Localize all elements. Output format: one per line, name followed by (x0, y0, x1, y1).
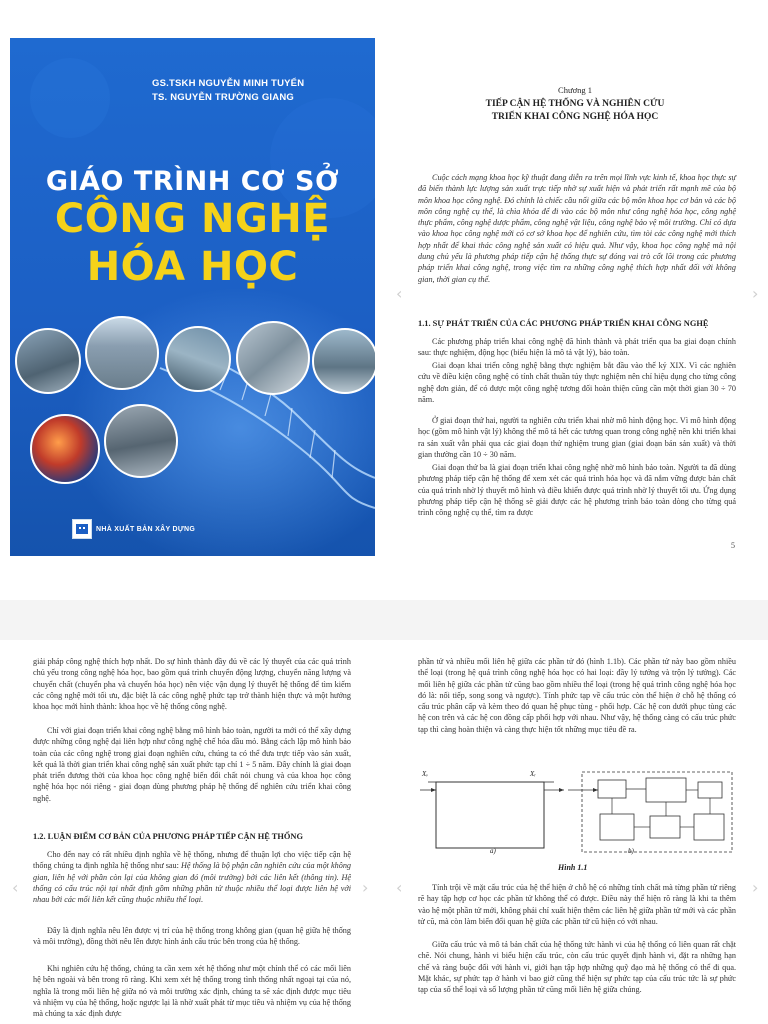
cover-title-line3: HÓA HỌC (86, 244, 299, 290)
next-page-arrow-icon[interactable]: › (752, 284, 759, 303)
paragraph: giải pháp công nghệ thích hợp nhất. Do sự hình thành đầy đủ về các lý thuyết của các quá trình chủ yếu trong công nghệ hóa học, bao gồm quá trình chuyển động lượng, chuyển năng lượng và chuyển chất (chuyển pha và chuyển hóa học) nên việc vận dụng lý thuyết hệ thống để tìm kiếm các công nghệ mới tối ưu, đặc biệt là các công nghệ phức tạp trở thành hiện thực và một hướng khoa học mới hình thành: khoa học về hệ thống công nghệ. (33, 657, 351, 712)
section-heading-1-1: 1.1. SỰ PHÁT TRIỂN CỦA CÁC PHƯƠNG PHÁP TRIỂN KHAI CÔNG NGHỆ (418, 319, 709, 328)
paragraph: Ở giai đoạn thứ hai, người ta nghiên cứu triển khai nhờ mô hình động học. Vì mô hình động học (gồm mô hình vật lý) không thể mô tả hết các tương quan trong công nghệ nên khi triển khai ra sản xuất vẫn phải qua các giai đoạn thử nghiệm trung gian (giai đoạn bán sản xuất) và thời gian thường cần 10 ÷ 30 năm. (418, 416, 736, 459)
author-1: GS.TSKH NGUYỄN MINH TUYỂN (152, 78, 305, 89)
book-cover (10, 38, 375, 556)
paragraph: Chỉ với giai đoạn triển khai công nghệ bằng mô hình bảo toàn, người ta mới có thể xây dựng được những công nghệ đại liên hợp như công nghệ chế hóa dầu mỏ. Bằng cách lập mô hình bảo toàn của các công nghệ trong giai đoạn nghiên cứu, chúng ta có thể đưa trực tiếp vào sản xuất, kết quả là thời gian triển khai công nghệ sản xuất phức tạp chỉ 1 ÷ 5 năm. Đây chính là giai đoạn phát triển đương thời của khoa học công nghệ biến đổi chất nói chung và của khoa học công nghệ hóa học nói riêng - giai đoạn dùng phương pháp hệ thống để nghiên cứu triển khai công nghệ. (33, 726, 351, 803)
cover-photo-7 (104, 404, 178, 478)
cover-photo-2 (85, 316, 159, 390)
section-heading-1-2: 1.2. LUẬN ĐIỂM CƠ BẢN CỦA PHƯƠNG PHÁP TIẾP CẬN HỆ THỐNG (33, 832, 303, 841)
prev-page-arrow-icon[interactable]: ‹ (396, 878, 403, 897)
paragraph-normal: Cho đến nay có rất nhiều định nghĩa về hệ thống, nhưng để thuận lợi cho việc tiếp cận hệ thống chúng ta định nghĩa hệ thống như sau: (33, 850, 351, 871)
paragraph: Tính trội về mặt cấu trúc của hệ thể hiện ở chỗ hệ có những tính chất mà từng phần tử riêng rẽ hay tập hợp cơ học các phần tử không thể có được. Điều này thể hiện rõ ràng là khi ta thêm vào hệ một phần tử mới, không phải chỉ xuất hiện thêm các liên hệ giữa phần tử mới và các phần tử cũ, mà còn làm biến đổi quan hệ giữa các phần tử cũ hiện có với nhau. (418, 883, 736, 926)
next-page-arrow-icon[interactable]: › (752, 878, 759, 897)
publisher-logo (72, 519, 92, 539)
paragraph: Các phương pháp triển khai công nghệ đã hình thành và phát triển qua ba giai đoạn chính sau: thực nghiệm, động học (biểu hiện là mô tả vật lý), bảo toàn. (418, 337, 736, 358)
chapter-label: Chương 1 (558, 85, 592, 95)
paragraph: phần tử và nhiều mối liên hệ giữa các phần tử đó (hình 1.1b). Các phần tử này bao gồm nhiều thể loại (trong hệ quá trình công nghệ hóa học có hai loại: đầy lý tưởng và trộn lý tưởng). Các mối liên hệ giữa các phần tử cũng bao gồm nhiều thể loại (trong hệ quá trình công nghệ hóa học đó là: nối tiếp, song song và ngược). Tính phức tạp về cấu trúc còn thể hiện ở chỗ hệ thống có cấu trúc phân cấp và kèm theo đó quan hệ phục tùng - phối hợp. Các hệ con dưới phục tùng các hệ con trên và các hệ con đồng cấp phối hợp với nhau. Như vậy, hệ thống càng có cấu trúc phức tạp thì càng hoàn thiện và càng thực hiện tốt những mục tiêu đề ra. (418, 657, 736, 734)
figure-input-label: Xᵥ (422, 770, 429, 778)
author-2: TS. NGUYỄN TRƯỜNG GIANG (152, 92, 294, 103)
figure-a-system-box (436, 782, 544, 848)
cover-photo-4 (236, 321, 310, 395)
figure-caption: Hình 1.1 (558, 863, 588, 872)
cover-photo-3 (165, 326, 231, 392)
cover-photo-1 (15, 328, 81, 394)
prev-page-arrow-icon[interactable]: ‹ (12, 878, 19, 897)
figure-sub-b: b) (628, 847, 634, 855)
chapter-intro: Cuộc cách mạng khoa học kỹ thuật đang diễn ra trên mọi lĩnh vực kinh tế, khoa học thực sự đã biến thành lực lượng sản xuất trực tiếp nhờ sự xuất hiện và phát triển rất mạnh mẽ của bộ môn khoa học công nghệ. Đó chính là chiếc cầu nối giữa các bộ môn khoa học cơ bản và các bộ môn công nghệ cụ thể, là chìa khóa để đi vào các bộ môn như công nghệ hóa học, công nghệ thực phẩm, công nghệ dược phẩm, công nghệ vật liệu, công nghệ bảo vệ môi trường. Chỉ có dựa vào khoa học công nghệ mới có cơ sở khoa học để nghiên cứu, tìm tòi các công nghệ mới thích hợp nhất để khai thác công nghệ sản xuất có hiệu quả. Như vậy, khoa học công nghệ mà nội dung chủ yếu là phương pháp tiếp cận hệ thống thực sự đóng vai trò cốt lõi trong các phương pháp triển khai công nghệ, trong việc tìm ra những công nghệ thích hợp nhất đối với không gian, thời gian cụ thể. (418, 173, 736, 284)
cover-photo-5 (312, 328, 375, 394)
prev-page-arrow-icon[interactable]: ‹ (396, 284, 403, 303)
paragraph: Giai đoạn khai triển công nghệ bằng thực nghiệm bắt đầu vào thế kỷ XIX. Vì các nghiên cứu về điều kiện công nghệ có tính chất thuần túy thực nghiệm nên chỉ hiệu dụng cho từng công nghệ đơn giản, để có được một công nghệ tương đối hoàn thiện cũng cần một thời gian 30 ÷ 70 năm. (418, 361, 736, 404)
publisher-name: NHÀ XUẤT BẢN XÂY DỰNG (96, 526, 196, 533)
publisher-logo-icon (73, 520, 91, 538)
paragraph: Khi nghiên cứu hệ thống, chúng ta cần xem xét hệ thống như một chỉnh thể có các mối liên hệ bên ngoài và bên trong rõ ràng. Khi xem xét hệ thống trong tình thống nhất ngoại tại của nó, nghĩa là trong mối liên hệ giữa nó và môi trường xác định, chúng ta sẽ xác định được mục tiêu và nhiệm vụ của hệ thống, hoặc ngược lại là nhờ xuất phát từ mục tiêu và nhiệm vụ của hệ thống mà chúng ta xác định được (33, 964, 351, 1019)
cover-title-line1: GIÁO TRÌNH CƠ SỞ (45, 166, 340, 197)
cover-photo-6 (30, 414, 100, 484)
cover-title-line2: CÔNG NGHỆ (54, 196, 331, 242)
paragraph: Giữa cấu trúc và mô tả bản chất của hệ thống tức hành vi của hệ thống có liên quan rất chặt chẽ. Nói chung, hành vi biểu hiện cấu trúc, còn cấu trúc quyết định hành vi, đặt ra những hạn chế và ràng buộc đối với hành vi, giới hạn tập hợp những quỹ đạo mà hệ thống có thể đi qua. Mặt khác, sự phức tạp ở hành vi bao giờ cũng thể hiện sự phức tạp của cấu trúc tức là sự phức tạp của số thể loại và số lượng phần tử cũng mối liên hệ giữa chúng. (418, 940, 736, 995)
next-page-arrow-icon[interactable]: › (362, 878, 369, 897)
page-number: 5 (731, 541, 735, 550)
figure-sub-a: a) (490, 847, 496, 855)
chapter-title-line2: TRIỂN KHAI CÔNG NGHỆ HÓA HỌC (491, 112, 659, 122)
figure-output-label: Xᵣ (530, 770, 536, 778)
figure-1-1 (418, 760, 738, 860)
paragraph: Đây là định nghĩa nêu lên được vị trí của hệ thống trong không gian (quan hệ giữa hệ thống và môi trường), đồng thời nêu lên được hình ảnh cấu trúc bên trong của hệ thống. (33, 926, 351, 947)
paragraph: Giai đoạn thứ ba là giai đoạn triển khai công nghệ nhờ mô hình bảo toàn. Người ta đã dùng phương pháp tiếp cận hệ thống để xem xét các quá trình hóa học và đã nắm vững được bản chất của quá trình nhờ lý thuyết mô hình và điều khiển được quá trình nhờ lý thuyết tối ưu. Ứng dụng phương pháp tiếp cận hệ thống sẽ giải được các hệ phương trình bảo toàn dòng cho từng quá trình công nghệ cụ thể, tìm ra được (418, 463, 736, 518)
page-gap (0, 600, 768, 640)
chapter-title-line1: TIẾP CẬN HỆ THỐNG VÀ NGHIÊN CỨU (485, 99, 665, 109)
paragraph (33, 849, 351, 905)
paragraph-italic-definition: Hệ thống là bộ phận cần nghiên cứu của một không gian, liên hệ với phần còn lại của không gian đó (môi trường) bởi các liên kết (thông tin). Hệ thống có cấu trúc nội tại nhất định gồm những phần tử thuộc nhiều thể loại được liên hệ với nhau bởi các mối liên kết cũng thuộc nhiều thể loại. (33, 861, 352, 905)
spread-bottom (0, 640, 768, 1024)
